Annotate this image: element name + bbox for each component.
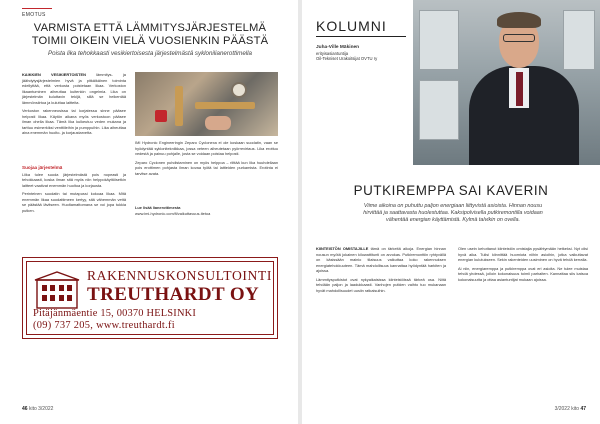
- column-lede: Viime aikoina on puhuttu paljon energiaan liittyvistä asioista. Hinnan nousu hirvittää ja saattavasta huolestuttaa. Kaksipolvisella putkiremontilla voidaan vähentää energian käyttämistä. Kylmä talvikin on ovella.: [363, 203, 543, 223]
- column-text-2: [458, 246, 588, 282]
- paragraph: IMI Hydronic Engineeringin Zeparo Cyclonexa ei ole koskaan suodatin, vaan se hyödyntää syklonitekniikkaa, jossa veteen aiheutetaan pyörrevirtaus. Lika erottuu vedestä ja painuu pohjalle, josta se voidaan poistaa helposti.: [135, 140, 278, 156]
- article-column-1: [22, 72, 126, 136]
- heating-system-photo: [135, 72, 278, 136]
- right-page: [302, 0, 600, 424]
- ad-address: Pitäjänmäentie 15, 00370 HELSINKI: [33, 308, 197, 319]
- ad-phone-web[interactable]: (09) 737 205, www.treuthardt.fi: [33, 320, 175, 331]
- ad-company-line-1: RAKENNUSKONSULTOINTI: [87, 268, 272, 283]
- article-column-2: [135, 140, 278, 176]
- more-info: [135, 205, 278, 216]
- ad-company-line-2: TREUTHARDT OY: [87, 284, 260, 305]
- page-footer-right: [555, 406, 586, 412]
- page-number: 47: [580, 406, 586, 412]
- paragraph: Zeparo Cyclonen puhdistaminen on myös helppoa – riittää kun lika huuhdellaan pois erottimen pohjasta ilman kovaa työtä tai laitteiden purkamista. Erotinta ei tarvitse avata.: [135, 159, 278, 176]
- paragraph: Perinteinen suodatin tai mutapussi kokoaa likaa. Mitä enemmän likaa suodattimeen kertyy, sitä vähemmän vettä se päästää lävitseen. Huoltamattomana se voi jopa tukkia putken.: [22, 191, 126, 213]
- column-label: KOLUMNI: [316, 18, 387, 34]
- paragraph: tämä on tärkeitä aikoja. Energian hinnan nousun myötä jokainen kilowattitunti on arvokas. Putkiremonttiin ryhtyvällä on käsissään mainio tilaisuus vaikuttaa koko rakennuksen energiatehokkuuteen. Tämä mahdollisuus kannattaa hyödyntää harkiten ja ajoissa.: [316, 246, 446, 273]
- section-tag: EMOTUS: [22, 12, 46, 18]
- author-portrait: [413, 0, 600, 165]
- valve: [155, 110, 167, 122]
- more-info-url[interactable]: www.imi-hydronic.com/fi/vaikuttavuus-tietoa: [135, 210, 211, 216]
- article-column-1-cont: [22, 165, 126, 213]
- article-lede: Poista lika tehokkaasti vesikiertoisesta järjestelmästä syklonilianerottimella: [48, 50, 252, 57]
- advertisement[interactable]: [22, 257, 278, 339]
- author-role: erityisasiantuntija: [316, 50, 349, 56]
- paragraph: Ai niin, energiaremppa ja putkiremppa ovat eri asioita. Ne tulee muistaa tehdä yhdessä, jolloin kokonaisuus toimii parhaiten. Kannattaa siis katsoa kokonaisuutta ja ottaa asiantuntijat mukaan ajoissa.: [458, 265, 588, 282]
- paragraph: Verkoston rakenneosissa tai korjatessa sinne pääsee helposti likaa. Käytön aikana myös verkostoon pääsee ilman ohella likaa. Tämä lika kulkeutuu veden mukana ja tarttuu esimerkiksi venttiileihin ja pumppuihin. Lika aiheuttaa aina enemmän huolto- ja korjaustarvetta.: [22, 108, 126, 135]
- column-label-rule: [316, 36, 406, 37]
- pressure-gauge: [231, 82, 247, 98]
- lead-caps: KIINTEISTÖN OMISTAJILLE: [316, 246, 369, 251]
- article-headline: VARMISTA ETTÄ LÄMMITYSJÄRJESTELMÄ TOIMII OIKEIN VIELÄ VUOSIENKIN PÄÄSTÄ: [31, 22, 269, 47]
- glasses: [503, 34, 535, 42]
- left-page: [0, 0, 298, 424]
- lead-caps: KAIKKIEN VESIKIERTOISTEN: [22, 72, 86, 77]
- page-footer-left: [22, 406, 53, 412]
- footer-text: 3/2022 kito: [554, 406, 580, 412]
- paragraph: Lämmitysputkistot ovat nykyaikaisissa kiinteistöissä tärkeä osa. Niitä tehdään paljon ja laadukkaasti. Vanhojen putkien vaihto tuo mukanaan hyvät mahdollisuudet uusiin ratkaisuihin.: [316, 276, 446, 293]
- author-name: Juha-Ville Mäkinen: [316, 45, 360, 50]
- footer-text: kito 3/2022: [28, 406, 54, 412]
- paragraph: lämmitys- ja jäähdytysjärjestelmien hyvä ja pitkäikäinen toiminta edellyttää, että verkosta poistetaan likaa. Verkoston likaantuminen aiheuttaa kuitenkin ongelmia. Lika on järjestelmän kuluttavin tekijä, sillä se heikentää lämmönsiirtoa ja kuluttaa laitteita.: [22, 72, 126, 105]
- tie: [516, 72, 523, 106]
- author-byline: [316, 44, 411, 62]
- paragraph: Olen usein kehottanut kiinteistön omistajia pysähtymään hetkeksi. Nyt olisi hyvä aika. Tulisi kiinnittää huomiota niihin asioihin, jotka vaikuttavat energian kulutukseen. Sekin rakenteiden uusiminen on hyvä tehdä kerralla.: [458, 246, 588, 262]
- sub-heading: Suojaa järjestelmä: [22, 165, 63, 170]
- page-number: 46: [22, 406, 28, 412]
- column-text-1: [316, 246, 446, 293]
- paragraph: Liika tulee suoda järjestelmästä pois nopeasti ja tehokkaasti, koska ilman sitä myös niin helppokäyttöisetkin laitteet vaativat enemmän huoltoa ja korjausta.: [22, 171, 126, 188]
- building-logo-icon: [33, 270, 81, 310]
- section-tag-rule: [22, 8, 52, 9]
- column-headline: PUTKIREMPPA SAI KAVERIN: [353, 183, 549, 198]
- hand: [205, 116, 231, 130]
- author-org: Oil-Tekniset Urakoitsijat OVTU ry: [316, 56, 378, 62]
- more-info-label: Lue lisää lianerottimesta: [135, 205, 181, 210]
